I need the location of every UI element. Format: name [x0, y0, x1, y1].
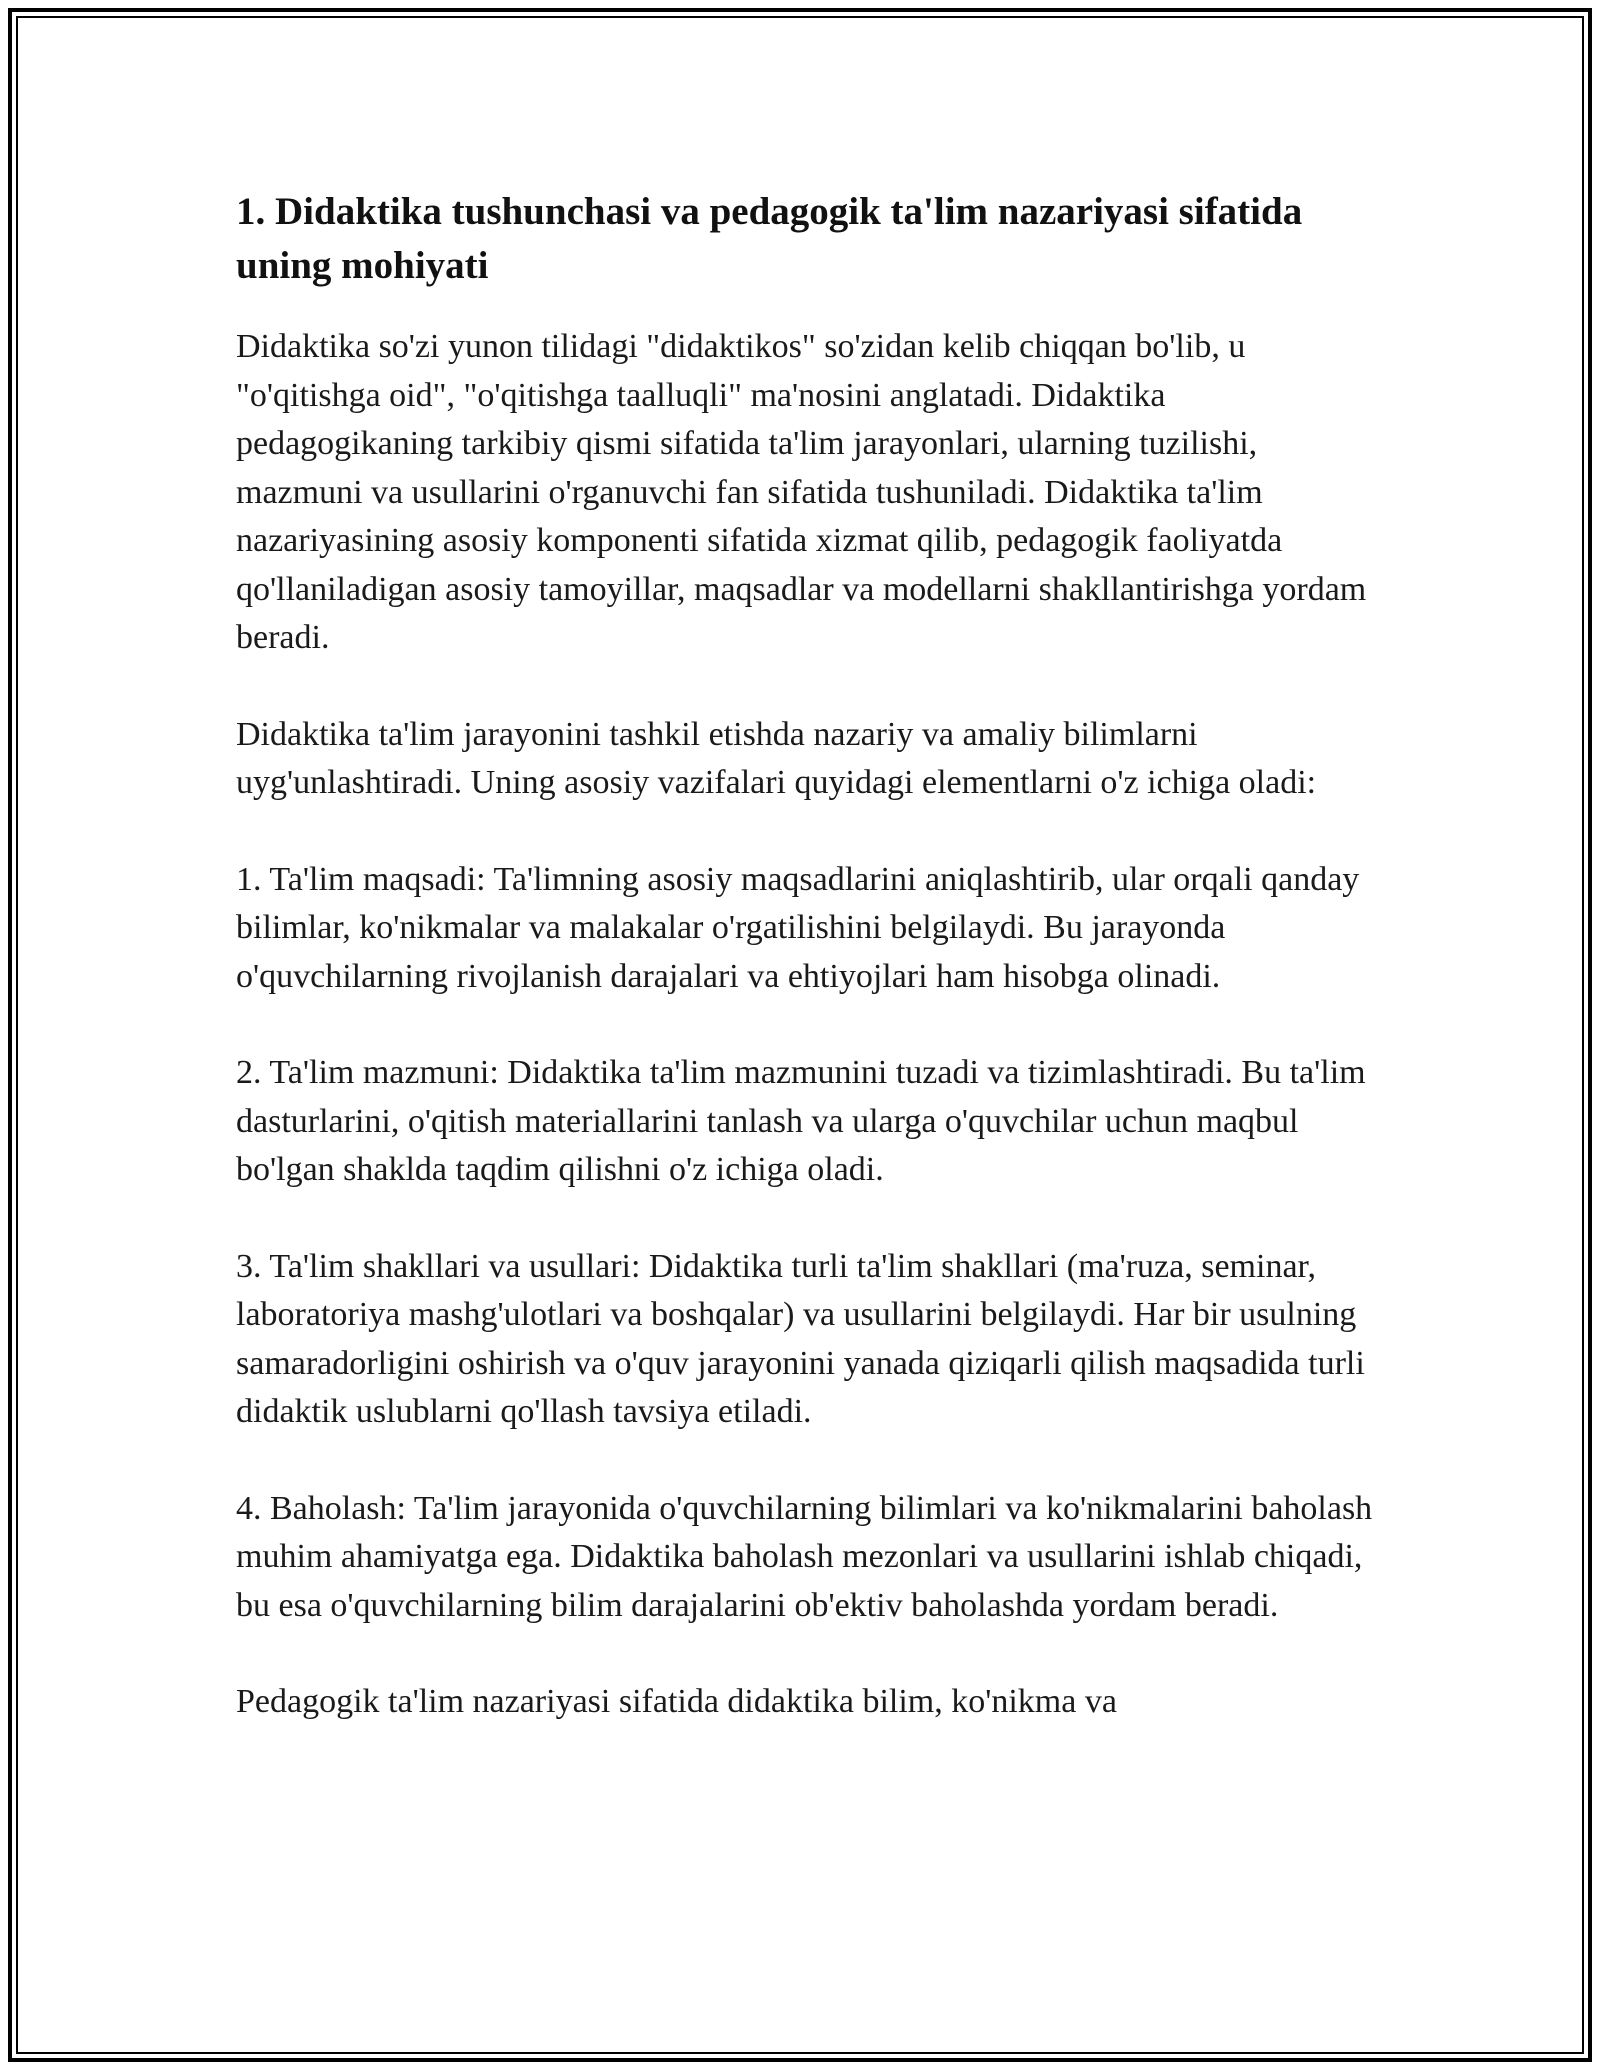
section-heading: 1. Didaktika tushunchasi va pedagogik ta'lim nazariyasi sifatida uning mohiyati	[236, 190, 1303, 287]
paragraph-item-forms-methods: 3. Ta'lim shakllari va usullari: Didaktika turli ta'lim shakllari (ma'ruza, seminar, laboratoriya mashg'ulotlari va boshqalar) va usullarini belgilaydi. Har bir usulning samaradorligini oshirish va o'quv jarayonini yanada qiziqarli qilish maqsadida turli didaktik uslublarni qo'llash tavsiya etiladi.	[236, 1247, 1365, 1430]
paragraph-conclusion: Pedagogik ta'lim nazariyasi sifatida didaktika bilim, ko'nikma va	[236, 1683, 1117, 1720]
paragraph-item-content: 2. Ta'lim mazmuni: Didaktika ta'lim mazmunini tuzadi va tizimlashtiradi. Bu ta'lim dasturlarini, o'qitish materiallarini tanlash va ularga o'quvchilar uchun maqbul bo'lgan shaklda taqdim qilishni o'z ichiga oladi.	[236, 1054, 1366, 1188]
paragraph-item-assessment: 4. Baholash: Ta'lim jarayonida o'quvchilarning bilimlari va ko'nikmalarini baholash muhim ahamiyatga ega. Didaktika baholash mezonlari va usullarini ishlab chiqadi, bu esa o'quvchilarning bilim darajalarini ob'ektiv baholashda yordam beradi.	[236, 1489, 1373, 1624]
paragraph-item-goal: 1. Ta'lim maqsadi: Ta'limning asosiy maqsadlarini aniqlashtirib, ular orqali qanday bilimlar, ko'nikmalar va malakalar o'rgatilishini belgilaydi. Bu jarayonda o'quvchilarning rivojlanish darajalari va ehtiyojlari ham hisobga olinadi.	[236, 860, 1360, 995]
paragraph-intro: Didaktika so'zi yunon tilidagi "didaktikos" so'zidan kelib chiqqan bo'lib, u "o'qitishga oid", "o'qitishga taalluqli" ma'nosini anglatadi. Didaktika pedagogikaning tarkibiy qismi sifatida ta'lim jarayonlari, ularning tuzilishi, mazmuni va usullarini o'rganuvchi fan sifatida tushuniladi. Didaktika ta'lim nazariyasining asosiy komponenti sifatida xizmat qilib, pedagogik faoliyatda qo'llaniladigan asosiy tamoyillar, maqsadlar va modellarni shakllantirishga yordam beradi.	[236, 328, 1367, 656]
paragraph-tasks-intro: Didaktika ta'lim jarayonini tashkil etishda nazariy va amaliy bilimlarni uyg'unlashtiradi. Uning asosiy vazifalari quyidagi elementlarni o'z ichiga oladi:	[236, 715, 1317, 801]
document-body	[236, 185, 1376, 1775]
